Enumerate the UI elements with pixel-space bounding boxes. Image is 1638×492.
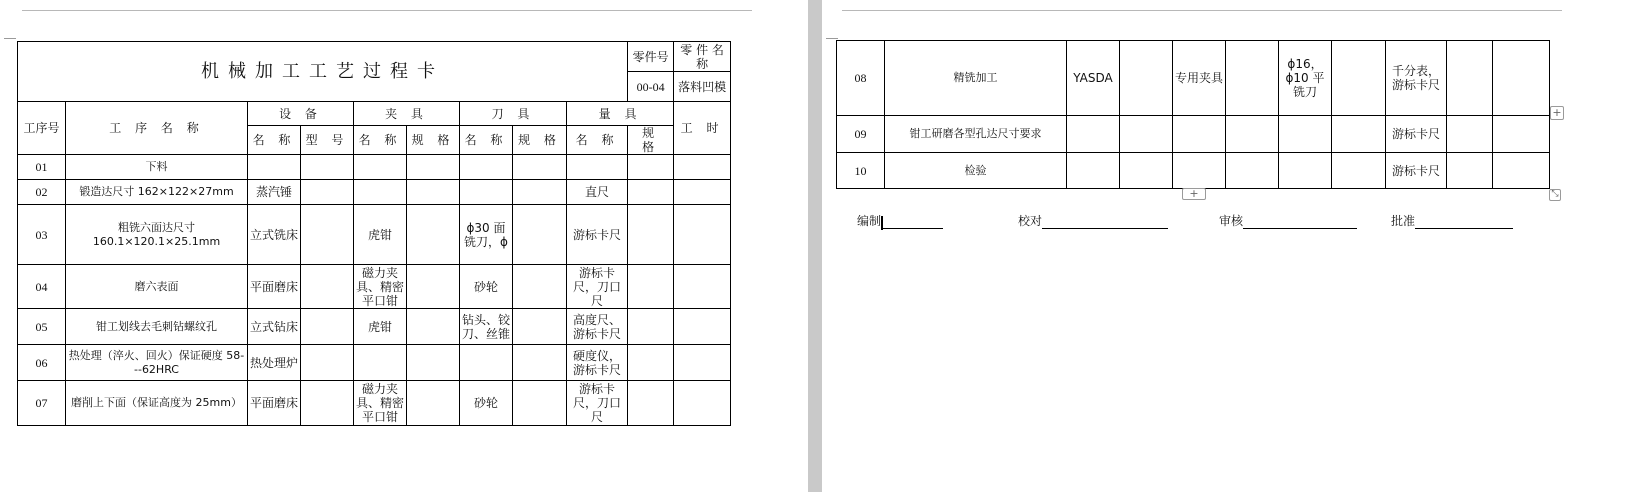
equipment-name-cell[interactable] (1067, 153, 1120, 189)
text-cursor (881, 216, 883, 230)
crop-mark (826, 38, 838, 39)
equipment-model-cell[interactable] (301, 381, 354, 426)
table-row (18, 309, 731, 345)
resize-icon: ⤡ (1551, 189, 1559, 199)
table-row (837, 41, 1550, 116)
row-insert-handle[interactable] (1550, 106, 1564, 120)
equipment-model-cell[interactable] (301, 155, 354, 180)
part-no-label: 零件号 (628, 42, 674, 72)
tool-spec-cell[interactable] (1332, 153, 1386, 189)
hours-cell[interactable] (674, 180, 731, 205)
tool-name-cell[interactable] (460, 345, 513, 381)
equipment-name-cell[interactable]: 平面磨床 (248, 265, 301, 309)
gauge-name-cell[interactable] (567, 155, 628, 180)
gauge-spec-cell[interactable] (628, 155, 674, 180)
equipment-name-cell[interactable] (248, 155, 301, 180)
gauge-spec-cell[interactable] (628, 381, 674, 426)
gauge-name-subheader: 名 称 (567, 126, 628, 155)
step-name-header: 工 序 名 称 (66, 102, 248, 155)
gauge-spec-cell[interactable] (1447, 153, 1493, 189)
fixture-name-cell[interactable]: 专用夹具 (1173, 41, 1226, 116)
fixture-name-cell[interactable]: 磁力夹具、精密平口钳 (354, 265, 407, 309)
crop-mark (4, 38, 16, 39)
equipment-name-cell[interactable]: 立式钻床 (248, 309, 301, 345)
tool-spec-cell[interactable] (1332, 116, 1386, 153)
hours-cell[interactable] (674, 155, 731, 180)
table-row (18, 265, 731, 309)
step-name-cell[interactable]: 下料 (66, 155, 248, 180)
equipment-name-subheader: 名 称 (248, 126, 301, 155)
header-margin-line (22, 10, 752, 11)
part-name-label: 零 件 名 称 (674, 42, 731, 72)
tool-name-cell[interactable]: ϕ30 面铣刀，ϕ (460, 205, 513, 265)
part-name-value[interactable]: 落料凹模 (674, 72, 731, 102)
header-margin-line (842, 10, 1562, 11)
tool-name-cell[interactable]: 砂轮 (460, 265, 513, 309)
table-row (837, 116, 1550, 153)
gauge-header: 量 具 (567, 102, 674, 126)
gauge-spec-cell[interactable] (628, 345, 674, 381)
tool-name-cell[interactable] (460, 180, 513, 205)
tool-spec-cell[interactable] (513, 381, 567, 426)
fixture-name-cell[interactable] (354, 345, 407, 381)
gauge-spec-cell[interactable] (628, 205, 674, 265)
gauge-name-cell[interactable]: 游标卡尺 (567, 205, 628, 265)
review-signature[interactable]: 审核 (1219, 212, 1357, 229)
equipment-name-cell[interactable]: YASDA (1067, 41, 1120, 116)
fixture-name-cell[interactable]: 虎钳 (354, 205, 407, 265)
table-add-row-handle[interactable] (1182, 188, 1206, 200)
fixture-spec-cell[interactable] (1226, 153, 1279, 189)
tool-header: 刀 具 (460, 102, 567, 126)
equipment-model-cell[interactable] (301, 265, 354, 309)
fixture-name-cell[interactable]: 磁力夹具、精密平口钳 (354, 381, 407, 426)
proofread-signature[interactable]: 校对 (1018, 212, 1168, 229)
hours-cell[interactable] (1493, 41, 1550, 116)
step-name-cell[interactable]: 磨六表面 (66, 265, 248, 309)
document-page-left (0, 0, 808, 492)
step-name-cell[interactable]: 钳工研磨各型孔达尺寸要求 (885, 116, 1067, 153)
card-title: 机械加工工艺过程卡 (18, 42, 628, 102)
fixture-name-cell[interactable] (1173, 116, 1226, 153)
step-no-header: 工序号 (18, 102, 66, 155)
step-no-cell[interactable]: 09 (837, 116, 885, 153)
step-no-cell[interactable]: 04 (18, 265, 66, 309)
step-name-cell[interactable]: 粗铣六面达尺寸 160.1×120.1×25.1mm (66, 205, 248, 265)
hours-cell[interactable] (674, 309, 731, 345)
tool-name-cell[interactable] (1279, 153, 1332, 189)
table-row (18, 155, 731, 180)
step-name-cell[interactable]: 磨削上下面（保证高度为 25mm） (66, 381, 248, 426)
equipment-name-cell[interactable] (1067, 116, 1120, 153)
step-name-cell[interactable]: 精铣加工 (885, 41, 1067, 116)
equipment-header: 设 备 (248, 102, 354, 126)
page-gap (808, 0, 822, 492)
plus-icon: + (1189, 187, 1199, 200)
tool-spec-cell[interactable] (513, 180, 567, 205)
step-name-cell[interactable]: 检验 (885, 153, 1067, 189)
equipment-model-cell[interactable] (1120, 116, 1173, 153)
tool-spec-cell[interactable] (513, 345, 567, 381)
fixture-spec-cell[interactable] (407, 155, 460, 180)
tool-spec-cell[interactable] (513, 155, 567, 180)
fixture-spec-cell[interactable] (407, 265, 460, 309)
fixture-spec-cell[interactable] (407, 345, 460, 381)
tool-spec-subheader: 规 格 (513, 126, 567, 155)
step-no-cell[interactable]: 03 (18, 205, 66, 265)
part-no-value[interactable]: 00-04 (628, 72, 674, 102)
tool-spec-cell[interactable] (1332, 41, 1386, 116)
table-row (18, 381, 731, 426)
equipment-name-cell[interactable]: 立式铣床 (248, 205, 301, 265)
gauge-name-cell[interactable]: 千分表，游标卡尺 (1386, 41, 1447, 116)
step-no-cell[interactable]: 01 (18, 155, 66, 180)
tool-name-cell[interactable]: ϕ16，ϕ10 平铣刀 (1279, 41, 1332, 116)
hours-cell[interactable] (1493, 116, 1550, 153)
hours-cell[interactable] (1493, 153, 1550, 189)
fixture-spec-cell[interactable] (407, 309, 460, 345)
fixture-name-cell[interactable] (1173, 153, 1226, 189)
step-name-cell[interactable]: 锻造达尺寸 162×122×27mm (66, 180, 248, 205)
document-page-right (822, 0, 1638, 492)
table-row (18, 205, 731, 265)
hours-cell[interactable] (674, 345, 731, 381)
gauge-spec-cell[interactable] (628, 265, 674, 309)
gauge-name-cell[interactable]: 游标卡尺，刀口尺 (567, 381, 628, 426)
equipment-model-cell[interactable] (301, 180, 354, 205)
equipment-name-cell[interactable]: 平面磨床 (248, 381, 301, 426)
step-no-cell[interactable]: 10 (837, 153, 885, 189)
equipment-model-cell[interactable] (301, 345, 354, 381)
equipment-model-cell[interactable] (1120, 153, 1173, 189)
plus-icon: + (1552, 106, 1562, 119)
gauge-spec-cell[interactable] (1447, 116, 1493, 153)
process-card-table (17, 41, 731, 426)
fixture-spec-cell[interactable] (407, 381, 460, 426)
tool-spec-cell[interactable] (513, 309, 567, 345)
equipment-name-cell[interactable]: 热处理炉 (248, 345, 301, 381)
equipment-model-cell[interactable] (301, 309, 354, 345)
fixture-name-subheader: 名 称 (354, 126, 407, 155)
step-no-cell[interactable]: 02 (18, 180, 66, 205)
hours-cell[interactable] (674, 205, 731, 265)
gauge-name-cell[interactable]: 高度尺、游标卡尺 (567, 309, 628, 345)
step-no-cell[interactable]: 07 (18, 381, 66, 426)
gauge-name-cell[interactable]: 游标卡尺 (1386, 153, 1447, 189)
tool-name-cell[interactable]: 砂轮 (460, 381, 513, 426)
gauge-spec-cell[interactable] (1447, 41, 1493, 116)
fixture-name-cell[interactable] (354, 155, 407, 180)
fixture-spec-cell[interactable] (1226, 116, 1279, 153)
fixture-name-cell[interactable]: 虎钳 (354, 309, 407, 345)
fixture-spec-cell[interactable] (407, 205, 460, 265)
gauge-name-cell[interactable]: 硬度仪，游标卡尺 (567, 345, 628, 381)
table-resize-handle[interactable] (1549, 189, 1561, 201)
fixture-spec-cell[interactable] (407, 180, 460, 205)
fixture-spec-subheader: 规 格 (407, 126, 460, 155)
gauge-spec-cell[interactable] (628, 180, 674, 205)
hours-cell[interactable] (674, 265, 731, 309)
tool-name-cell[interactable] (460, 155, 513, 180)
hours-cell[interactable] (674, 381, 731, 426)
fixture-spec-cell[interactable] (1226, 41, 1279, 116)
gauge-spec-subheader: 规 格 (628, 126, 674, 155)
table-row (837, 153, 1550, 189)
table-row (18, 180, 731, 205)
compile-signature[interactable]: 编制 (857, 212, 943, 229)
gauge-name-cell[interactable]: 游标卡尺，刀口尺 (567, 265, 628, 309)
step-no-cell[interactable]: 05 (18, 309, 66, 345)
equipment-name-cell[interactable]: 蒸汽锤 (248, 180, 301, 205)
gauge-spec-cell[interactable] (628, 309, 674, 345)
fixture-header: 夹 具 (354, 102, 460, 126)
equipment-model-subheader: 型 号 (301, 126, 354, 155)
tool-spec-cell[interactable] (513, 265, 567, 309)
fixture-name-cell[interactable] (354, 180, 407, 205)
step-no-cell[interactable]: 06 (18, 345, 66, 381)
table-row (18, 345, 731, 381)
process-card-table-continued (836, 40, 1550, 189)
step-no-cell[interactable]: 08 (837, 41, 885, 116)
step-name-cell[interactable]: 钳工划线去毛刺钻螺纹孔 (66, 309, 248, 345)
equipment-model-cell[interactable] (301, 205, 354, 265)
hours-header: 工 时 (674, 102, 731, 155)
step-name-cell[interactable]: 热处理（淬火、回火）保证硬度 58---62HRC (66, 345, 248, 381)
gauge-name-cell[interactable]: 游标卡尺 (1386, 116, 1447, 153)
tool-name-subheader: 名 称 (460, 126, 513, 155)
gauge-name-cell[interactable]: 直尺 (567, 180, 628, 205)
tool-spec-cell[interactable] (513, 205, 567, 265)
equipment-model-cell[interactable] (1120, 41, 1173, 116)
tool-name-cell[interactable] (1279, 116, 1332, 153)
tool-name-cell[interactable]: 钻头、铰刀、丝锥 (460, 309, 513, 345)
approve-signature[interactable]: 批准 (1391, 212, 1513, 229)
